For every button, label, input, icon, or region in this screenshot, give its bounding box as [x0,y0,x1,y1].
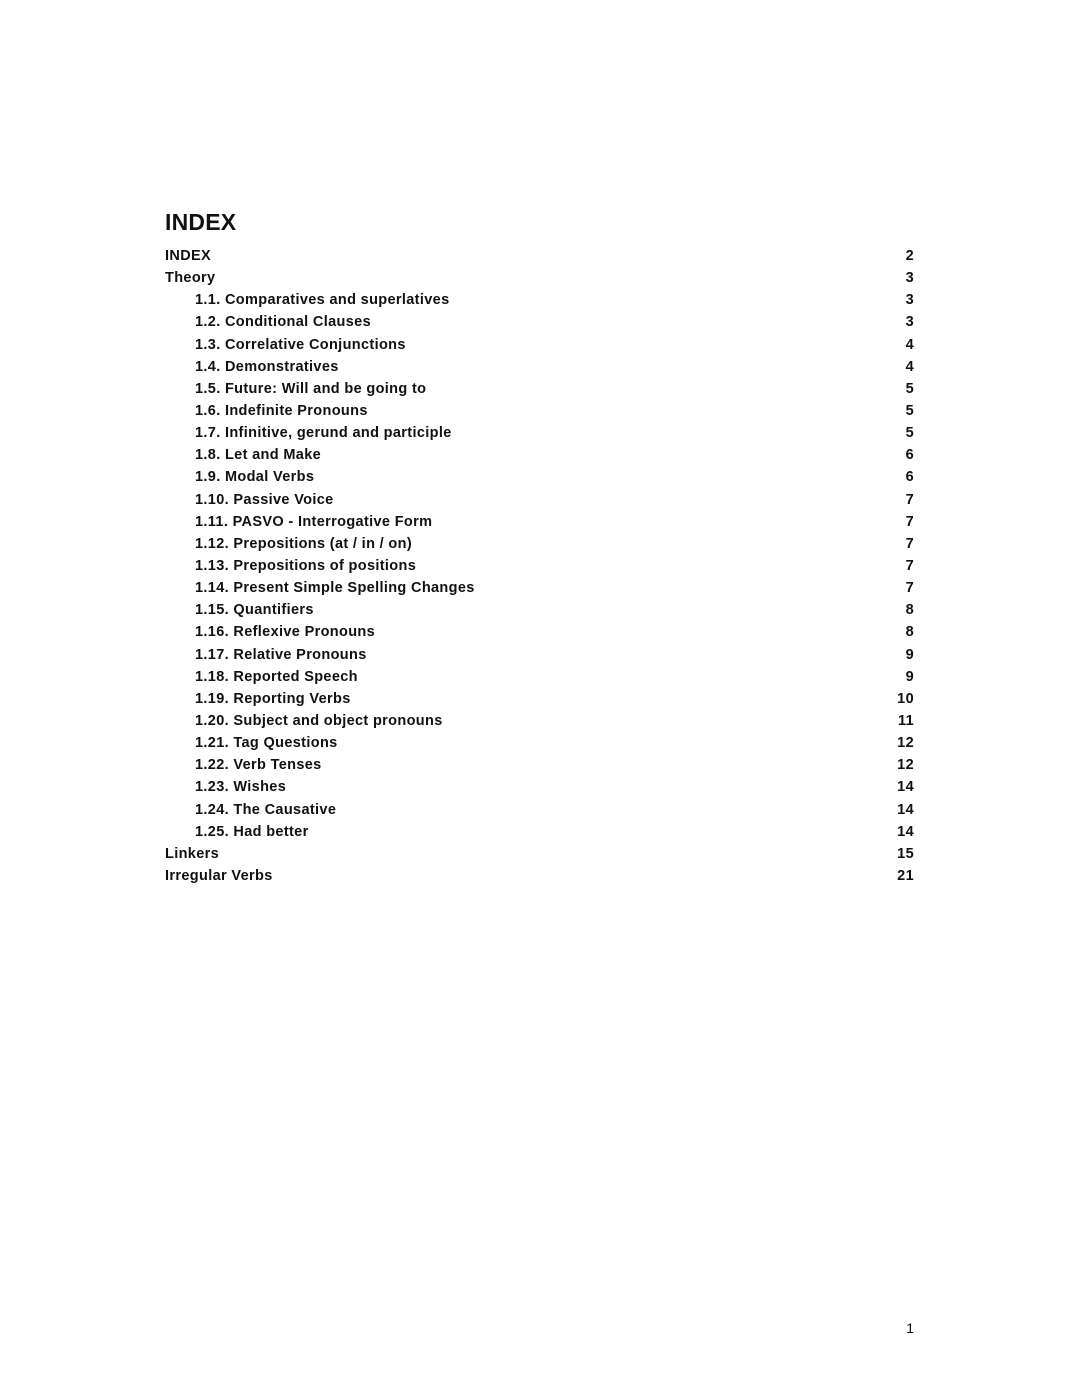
toc-entry-title[interactable]: 1.21. Tag Questions [195,735,338,752]
toc-entry-quantifiers[interactable] [165,599,914,621]
toc-entry-title[interactable]: 1.2. Conditional Clauses [195,314,371,331]
page-number: 1 [906,1320,914,1336]
toc-entry-page: 7 [905,491,914,508]
toc-entry-title[interactable]: 1.22. Verb Tenses [195,757,322,774]
toc-entry-title[interactable]: Theory [165,270,216,287]
toc-entry-title[interactable]: 1.3. Correlative Conjunctions [195,336,406,353]
toc-entry-page: 11 [897,713,914,730]
table-of-contents [165,245,914,887]
toc-entry-title[interactable]: 1.7. Infinitive, gerund and participle [195,425,452,442]
toc-entry-page: 8 [905,624,914,641]
toc-entry-modal-verbs[interactable] [165,466,914,488]
toc-entry-title[interactable]: 1.9. Modal Verbs [195,469,315,486]
toc-entry-title[interactable]: 1.24. The Causative [195,801,337,818]
toc-entry-index[interactable] [165,245,914,267]
toc-entry-page: 9 [905,646,914,663]
toc-entry-page: 10 [897,690,914,707]
toc-entry-title[interactable]: 1.11. PASVO - Interrogative Form [195,513,433,530]
toc-entry-reflexive-pronouns[interactable] [165,621,914,643]
toc-entry-passive-voice[interactable] [165,489,914,511]
toc-entry-verb-tenses[interactable] [165,754,914,776]
toc-entry-title[interactable]: 1.4. Demonstratives [195,358,339,375]
toc-entry-title[interactable]: Linkers [165,845,220,862]
toc-entry-title[interactable]: 1.10. Passive Voice [195,491,334,508]
toc-entry-page: 14 [897,801,914,818]
toc-entry-page: 3 [905,270,914,287]
toc-entry-title[interactable]: 1.15. Quantifiers [195,602,314,619]
toc-entry-let-and-make[interactable] [165,444,914,466]
toc-entry-reporting-verbs[interactable] [165,688,914,710]
toc-entry-present-simple-spelling[interactable] [165,577,914,599]
toc-entry-page: 9 [905,668,914,685]
toc-entry-correlative-conjunctions[interactable] [165,334,914,356]
toc-entry-title[interactable]: 1.19. Reporting Verbs [195,690,351,707]
toc-entry-page: 7 [905,558,914,575]
toc-entry-page: 7 [905,535,914,552]
toc-entry-irregular-verbs[interactable] [165,865,914,887]
toc-entry-title[interactable]: 1.18. Reported Speech [195,668,358,685]
toc-entry-page: 5 [905,403,914,420]
toc-entry-title[interactable]: Irregular Verbs [165,868,273,884]
toc-entry-had-better[interactable] [165,821,914,843]
toc-entry-relative-pronouns[interactable] [165,644,914,666]
toc-entry-page: 21 [897,868,914,884]
toc-entry-title[interactable]: 1.16. Reflexive Pronouns [195,624,376,641]
toc-entry-page: 15 [897,845,914,862]
toc-entry-title[interactable]: 1.12. Prepositions (at / in / on) [195,535,412,552]
toc-entry-page: 3 [905,314,914,331]
toc-entry-page: 2 [905,248,914,265]
toc-entry-page: 12 [897,757,914,774]
toc-entry-linkers[interactable] [165,843,914,865]
toc-entry-page: 14 [897,823,914,840]
toc-entry-page: 5 [905,425,914,442]
toc-entry-page: 3 [905,292,914,309]
toc-entry-pasvo[interactable] [165,511,914,533]
page-title: INDEX [165,209,237,235]
toc-entry-title[interactable]: 1.1. Comparatives and superlatives [195,292,450,309]
toc-entry-the-causative[interactable] [165,799,914,821]
toc-entry-reported-speech[interactable] [165,666,914,688]
toc-entry-page: 8 [905,602,914,619]
toc-entry-tag-questions[interactable] [165,732,914,754]
toc-entry-title[interactable]: 1.6. Indefinite Pronouns [195,403,368,420]
toc-entry-page: 12 [897,735,914,752]
toc-entry-infinitive-gerund[interactable] [165,422,914,444]
toc-entry-comparatives[interactable] [165,289,914,311]
toc-entry-prepositions-of-positions[interactable] [165,555,914,577]
toc-entry-conditional-clauses[interactable] [165,311,914,333]
toc-entry-prepositions-at-in-on[interactable] [165,533,914,555]
toc-entry-title[interactable]: 1.14. Present Simple Spelling Changes [195,580,475,597]
toc-entry-page: 5 [905,380,914,397]
toc-entry-subject-object-pronouns[interactable] [165,710,914,732]
toc-entry-title[interactable]: 1.5. Future: Will and be going to [195,380,427,397]
toc-entry-page: 4 [905,358,914,375]
toc-entry-indefinite-pronouns[interactable] [165,400,914,422]
toc-entry-title[interactable]: 1.23. Wishes [195,779,287,796]
toc-entry-demonstratives[interactable] [165,356,914,378]
toc-entry-page: 6 [905,469,914,486]
toc-entry-title[interactable]: 1.25. Had better [195,823,309,840]
toc-entry-page: 7 [905,580,914,597]
toc-entry-page: 14 [897,779,914,796]
toc-entry-title[interactable]: INDEX [165,248,212,265]
toc-entry-wishes[interactable] [165,776,914,798]
toc-entry-title[interactable]: 1.13. Prepositions of positions [195,558,417,575]
toc-entry-title[interactable]: 1.17. Relative Pronouns [195,646,367,663]
toc-entry-page: 7 [905,513,914,530]
toc-entry-title[interactable]: 1.8. Let and Make [195,447,322,464]
toc-entry-page: 4 [905,336,914,353]
toc-entry-future[interactable] [165,378,914,400]
toc-entry-title[interactable]: 1.20. Subject and object pronouns [195,713,443,730]
toc-entry-page: 6 [905,447,914,464]
toc-entry-theory[interactable] [165,267,914,289]
